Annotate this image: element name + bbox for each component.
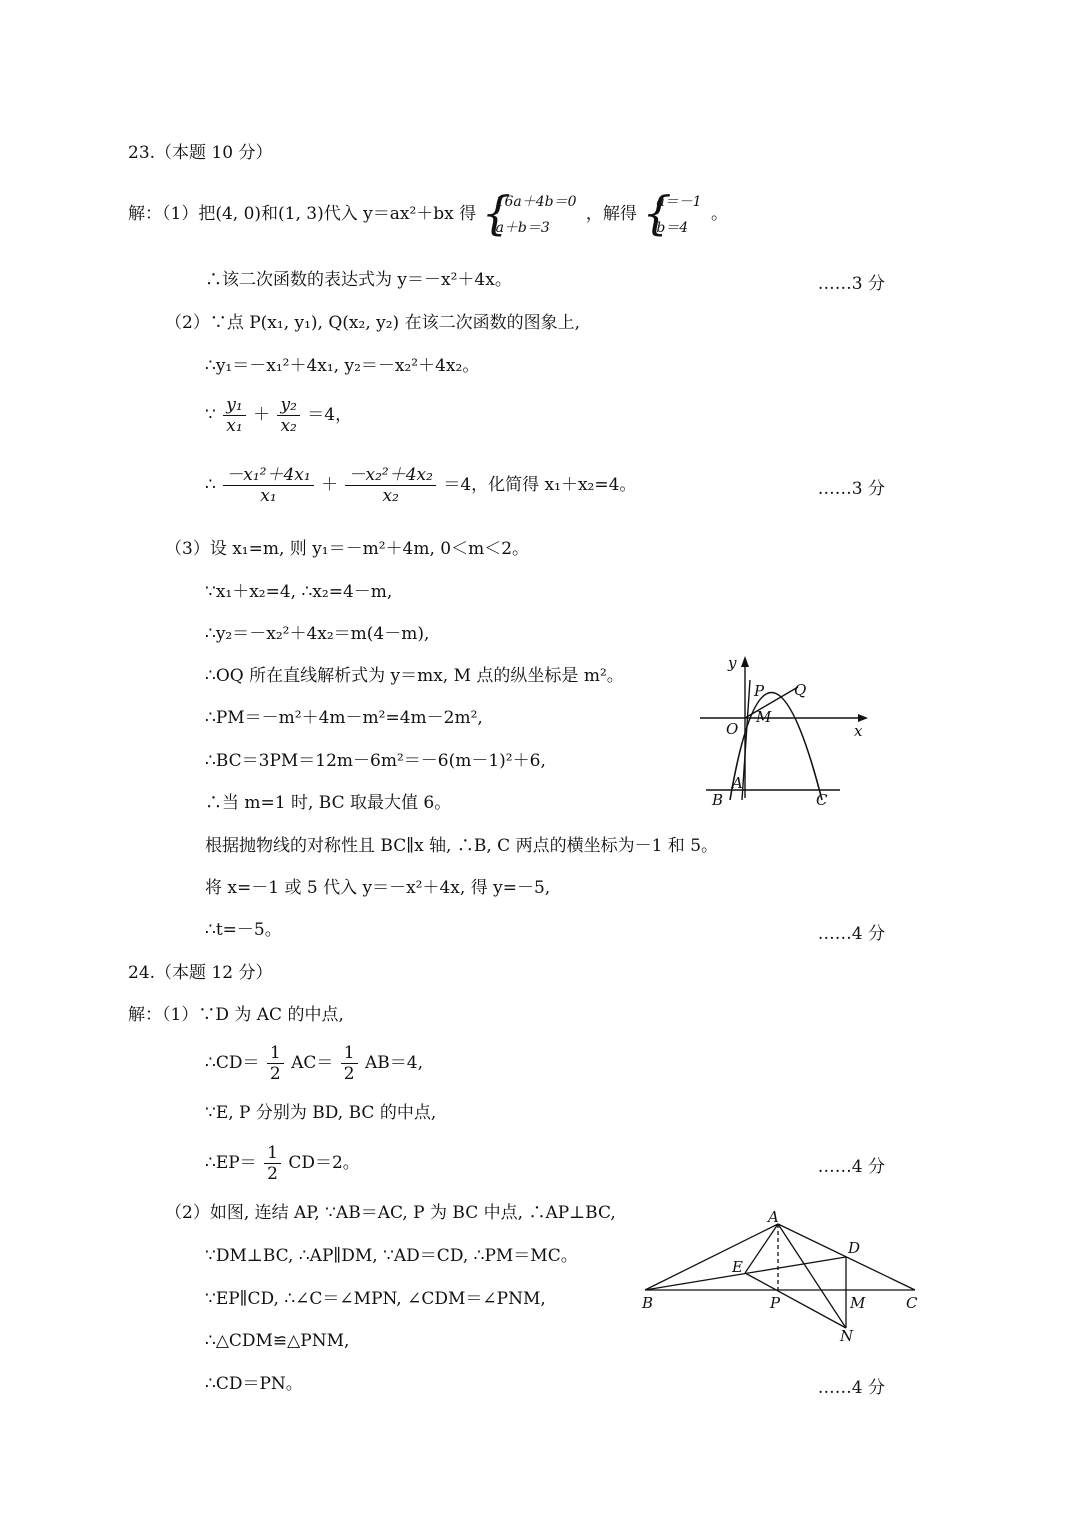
frac-denominator: 2 bbox=[343, 1064, 355, 1084]
system2-eq2: b＝4 bbox=[656, 219, 689, 236]
frac-numerator: －x₁²＋4x₁ bbox=[223, 465, 313, 486]
label-x: x bbox=[854, 722, 863, 740]
because-symbol: ∵ bbox=[205, 405, 216, 425]
q23-header: 23.（本题 10 分） bbox=[128, 143, 273, 163]
q23-score-2: ……3 分 bbox=[817, 479, 885, 499]
label-b: B bbox=[642, 1294, 654, 1312]
q23-part2-line3 bbox=[205, 392, 352, 438]
label-y: y bbox=[728, 654, 737, 672]
q24-part1-line4-post: CD＝2。 bbox=[288, 1153, 360, 1173]
q24-part2-line1: （2）如图, 连结 AP, ∵AB＝AC, P 为 BC 中点, ∴AP⊥BC, bbox=[165, 1203, 616, 1223]
line-oq bbox=[745, 687, 798, 718]
q23-part2-line4-post: ＝4，化简得 x₁＋x₂=4。 bbox=[443, 475, 637, 495]
q23-part1-prefix: 解：（1）把(4, 0)和(1, 3)代入 y＝ax²＋bx 得 bbox=[128, 204, 477, 224]
label-n: N bbox=[840, 1327, 854, 1345]
q24-part1-line2-pre: ∴CD＝ bbox=[205, 1053, 260, 1073]
label-p: P bbox=[754, 682, 765, 700]
q24-part1-line4 bbox=[205, 1140, 360, 1186]
segment-ae bbox=[745, 1224, 778, 1273]
frac-denominator: x₂ bbox=[280, 416, 297, 436]
frac-numerator: 1 bbox=[341, 1043, 358, 1064]
label-a: A bbox=[768, 1208, 779, 1226]
label-b: B bbox=[712, 791, 724, 809]
parabola-figure bbox=[690, 650, 880, 810]
q23-part3-line3: ∴y₂＝－x₂²＋4x₂＝m(4－m), bbox=[205, 624, 430, 644]
equation-system-2 bbox=[646, 189, 701, 241]
q23-part3-line8: 根据抛物线的对称性且 BC∥x 轴, ∴B, C 两点的横坐标为－1 和 5。 bbox=[205, 836, 719, 856]
frac-denominator: 2 bbox=[267, 1164, 278, 1184]
q23-part2-line3-post: ＝4， bbox=[307, 405, 353, 425]
frac-denominator: x₁ bbox=[260, 486, 277, 506]
frac-denominator: 2 bbox=[269, 1064, 281, 1084]
q23-part3-line10: ∴t=－5。 bbox=[205, 920, 282, 940]
q24-part1-line2 bbox=[205, 1040, 423, 1086]
q23-part3-line7: ∴当 m=1 时, BC 取最大值 6。 bbox=[205, 793, 452, 813]
q23-part3-line1: （3）设 x₁=m, 则 y₁＝－m²＋4m, 0＜m＜2。 bbox=[165, 539, 530, 559]
system1-eq1: { 16a＋4b＝0 bbox=[495, 193, 577, 210]
q24-part1-line4-pre: ∴EP＝ bbox=[205, 1153, 257, 1173]
system2-eq1: { a＝－1 bbox=[656, 193, 702, 210]
frac-denominator: x₂ bbox=[382, 486, 399, 506]
fraction-half bbox=[341, 1043, 358, 1084]
q23-part3-line9: 将 x=－1 或 5 代入 y＝－x²＋4x, 得 y=－5, bbox=[205, 878, 551, 898]
q23-part3-line5: ∴PM＝－m²＋4m－m²=4m－2m², bbox=[205, 708, 483, 728]
label-c: C bbox=[906, 1294, 918, 1312]
triangle-figure bbox=[630, 1200, 930, 1350]
label-q: Q bbox=[794, 681, 807, 699]
q23-part2-line1: （2）∵点 P(x₁, y₁), Q(x₂, y₂) 在该二次函数的图象上, bbox=[165, 313, 580, 333]
frac-denominator: x₁ bbox=[226, 416, 243, 436]
label-o: O bbox=[726, 720, 739, 738]
q23-part3-line4: ∴OQ 所在直线解析式为 y＝mx, M 点的纵坐标是 m²。 bbox=[205, 666, 624, 686]
label-d: D bbox=[848, 1239, 861, 1257]
q24-part2-line5: ∴CD＝PN。 bbox=[205, 1374, 303, 1394]
q23-part1-end: 。 bbox=[710, 204, 728, 224]
label-p: P bbox=[770, 1294, 781, 1312]
q24-header: 24.（本题 12 分） bbox=[128, 963, 273, 983]
label-a: A bbox=[732, 774, 743, 792]
parabola-curve bbox=[730, 693, 822, 801]
q23-part1-conclusion: ∴该二次函数的表达式为 y＝－x²＋4x。 bbox=[205, 270, 512, 290]
label-m: M bbox=[850, 1294, 866, 1312]
q24-score-1: ……4 分 bbox=[817, 1157, 885, 1177]
q23-part3-line6: ∴BC＝3PM＝12m－6m²＝－6(m－1)²＋6, bbox=[205, 751, 546, 771]
y-axis-arrow bbox=[741, 656, 749, 667]
q23-part1-mid: ，解得 bbox=[585, 204, 637, 224]
q23-score-3: ……4 分 bbox=[817, 924, 885, 944]
frac-numerator: 1 bbox=[267, 1043, 284, 1064]
q24-part2-line3: ∵EP∥CD, ∴∠C＝∠MPN, ∠CDM＝∠PNM, bbox=[205, 1289, 546, 1309]
system1-eq2: a＋b＝3 bbox=[495, 219, 550, 236]
q24-part2-line2: ∵DM⊥BC, ∴AP∥DM, ∵AD＝CD, ∴PM＝MC。 bbox=[205, 1246, 578, 1266]
fraction-half bbox=[267, 1043, 284, 1084]
label-m: M bbox=[756, 708, 772, 726]
q24-part1-line2-mid: AC＝ bbox=[291, 1053, 334, 1073]
fraction-expr-x2 bbox=[345, 465, 435, 506]
fraction-y2-x2 bbox=[277, 395, 299, 436]
q23-part2-line2: ∴y₁＝－x₁²＋4x₁, y₂＝－x₂²＋4x₂。 bbox=[205, 356, 480, 376]
therefore-symbol: ∴ bbox=[205, 475, 216, 495]
q23-part1-line bbox=[128, 188, 728, 240]
x-axis-arrow bbox=[858, 714, 868, 722]
q23-part3-line2: ∵x₁＋x₂=4, ∴x₂=4－m, bbox=[205, 582, 393, 602]
q24-part1-line3: ∵E, P 分别为 BD, BC 的中点, bbox=[205, 1103, 437, 1123]
label-e: E bbox=[732, 1258, 743, 1276]
label-c: C bbox=[816, 791, 828, 809]
q24-part2-line4: ∴△CDM≌△PNM, bbox=[205, 1331, 350, 1351]
q23-score-1: ……3 分 bbox=[817, 274, 885, 294]
plus-sign: ＋ bbox=[321, 475, 339, 495]
segment-en bbox=[745, 1273, 846, 1328]
frac-numerator: －x₂²＋4x₂ bbox=[345, 465, 435, 486]
q24-part1-line1: 解：（1）∵D 为 AC 的中点, bbox=[128, 1005, 344, 1025]
frac-numerator: y₂ bbox=[277, 395, 299, 416]
q23-part2-line4 bbox=[205, 462, 636, 508]
segment-an bbox=[778, 1224, 846, 1328]
equation-system-1 bbox=[486, 189, 577, 241]
q24-part1-line2-post: AB＝4, bbox=[365, 1053, 424, 1073]
fraction-half bbox=[264, 1143, 281, 1184]
plus-sign: ＋ bbox=[253, 405, 271, 425]
fraction-y1-x1 bbox=[223, 395, 245, 436]
frac-numerator: y₁ bbox=[223, 395, 245, 416]
q24-score-2: ……4 分 bbox=[817, 1378, 885, 1398]
frac-numerator: 1 bbox=[264, 1143, 281, 1164]
fraction-expr-x1 bbox=[223, 465, 313, 506]
